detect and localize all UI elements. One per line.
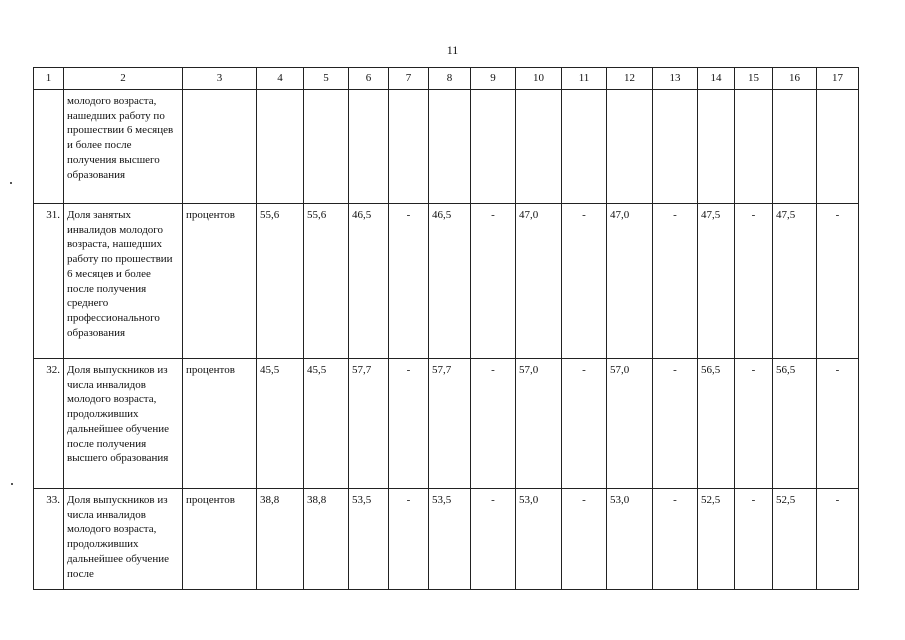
value-cell: - (735, 359, 773, 489)
column-header: 2 (64, 68, 183, 90)
value-cell: - (817, 489, 859, 590)
column-header: 4 (257, 68, 304, 90)
value-cell (257, 90, 304, 204)
table-row (34, 489, 859, 590)
value-cell: - (653, 204, 698, 359)
column-header: 1 (34, 68, 64, 90)
table-row (34, 359, 859, 489)
value-cell: 38,8 (257, 489, 304, 590)
column-header: 17 (817, 68, 859, 90)
column-header: 9 (471, 68, 516, 90)
value-cell: 46,5 (429, 204, 471, 359)
value-cell: 57,7 (429, 359, 471, 489)
indicator-table (33, 67, 859, 590)
table-row (34, 204, 859, 359)
column-header: 15 (735, 68, 773, 90)
value-cell: 57,0 (516, 359, 562, 489)
value-cell: - (389, 359, 429, 489)
value-cell: - (562, 359, 607, 489)
value-cell (471, 90, 516, 204)
value-cell: 53,5 (349, 489, 389, 590)
indicator-name-cell: молодого возраста, нашедших работу по прошествии 6 месяцев и более после получения высшего образования (64, 90, 183, 204)
value-cell: 38,8 (304, 489, 349, 590)
column-header: 16 (773, 68, 817, 90)
column-header: 3 (183, 68, 257, 90)
column-header: 12 (607, 68, 653, 90)
value-cell: 46,5 (349, 204, 389, 359)
value-cell: 53,0 (607, 489, 653, 590)
column-header: 14 (698, 68, 735, 90)
row-number-cell: 31. (34, 204, 64, 359)
value-cell: 45,5 (304, 359, 349, 489)
value-cell (817, 90, 859, 204)
value-cell: 47,5 (698, 204, 735, 359)
unit-cell: процентов (183, 489, 257, 590)
value-cell: 45,5 (257, 359, 304, 489)
value-cell: 55,6 (257, 204, 304, 359)
column-header: 10 (516, 68, 562, 90)
value-cell: - (653, 489, 698, 590)
value-cell: - (471, 359, 516, 489)
value-cell (516, 90, 562, 204)
value-cell (304, 90, 349, 204)
value-cell (389, 90, 429, 204)
row-number-cell (34, 90, 64, 204)
column-header: 8 (429, 68, 471, 90)
indicator-name-cell: Доля выпускников из числа инвалидов молодого возраста, продолживших дальнейшее обучение после (64, 489, 183, 590)
row-number-cell: 33. (34, 489, 64, 590)
value-cell (735, 90, 773, 204)
column-header: 11 (562, 68, 607, 90)
indicator-name-cell: Доля занятых инвалидов молодого возраста, нашедших работу по прошествии 6 месяцев и более после получения среднего профессионального образования (64, 204, 183, 359)
value-cell: - (562, 489, 607, 590)
row-number-cell: 32. (34, 359, 64, 489)
value-cell: - (735, 204, 773, 359)
value-cell: 55,6 (304, 204, 349, 359)
value-cell: - (735, 489, 773, 590)
unit-cell: процентов (183, 204, 257, 359)
column-header: 6 (349, 68, 389, 90)
value-cell: - (562, 204, 607, 359)
value-cell: 47,0 (607, 204, 653, 359)
page-number: 11 (446, 43, 459, 57)
value-cell: 57,7 (349, 359, 389, 489)
value-cell (349, 90, 389, 204)
value-cell: 52,5 (698, 489, 735, 590)
table-row (34, 90, 859, 204)
value-cell (429, 90, 471, 204)
indicator-name-cell: Доля выпускников из числа инвалидов молодого возраста, продолживших дальнейшее обучение после получения высшего образования (64, 359, 183, 489)
value-cell: 53,5 (429, 489, 471, 590)
value-cell: - (471, 489, 516, 590)
column-header: 5 (304, 68, 349, 90)
value-cell: 56,5 (698, 359, 735, 489)
table-header-row (34, 68, 859, 90)
value-cell (562, 90, 607, 204)
value-cell: 52,5 (773, 489, 817, 590)
column-header: 13 (653, 68, 698, 90)
value-cell (773, 90, 817, 204)
value-cell: - (817, 204, 859, 359)
margin-mark (11, 483, 13, 485)
value-cell: - (389, 489, 429, 590)
value-cell: 53,0 (516, 489, 562, 590)
value-cell: - (471, 204, 516, 359)
value-cell: - (653, 359, 698, 489)
margin-mark (10, 182, 12, 184)
value-cell (653, 90, 698, 204)
value-cell: - (389, 204, 429, 359)
unit-cell (183, 90, 257, 204)
column-header: 7 (389, 68, 429, 90)
value-cell (607, 90, 653, 204)
value-cell (698, 90, 735, 204)
value-cell: 47,0 (516, 204, 562, 359)
unit-cell: процентов (183, 359, 257, 489)
value-cell: 56,5 (773, 359, 817, 489)
value-cell: 57,0 (607, 359, 653, 489)
value-cell: 47,5 (773, 204, 817, 359)
value-cell: - (817, 359, 859, 489)
